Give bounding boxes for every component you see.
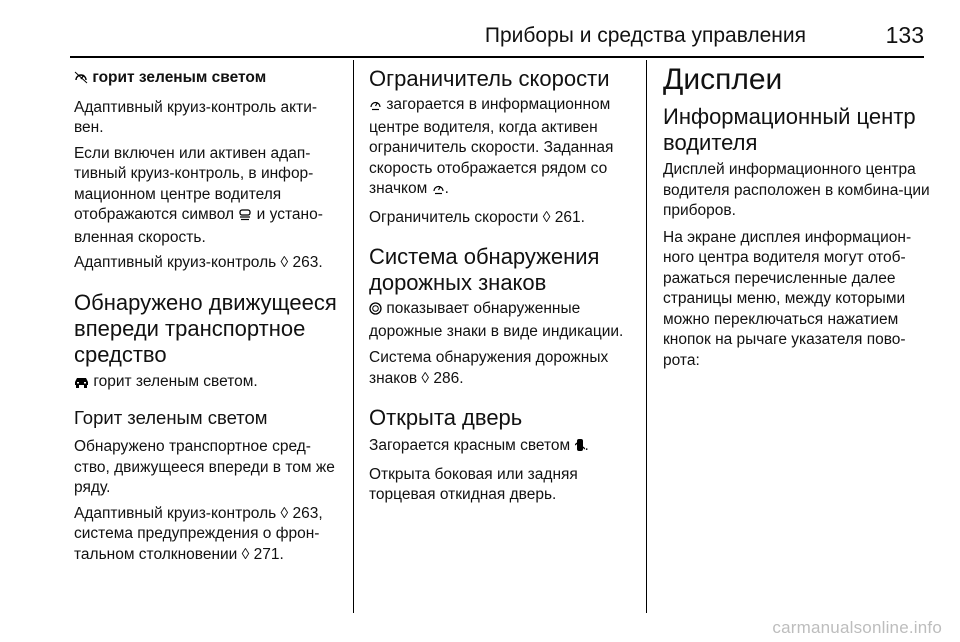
acc-lead-text: горит зеленым светом	[92, 69, 267, 86]
door-open-text	[369, 436, 637, 459]
page-ref-icon: ◊	[542, 208, 551, 226]
sign-recognition-text-a: показывает обнаруженные дорожные знаки в виде индикации.	[369, 300, 624, 340]
header-title: Приборы и средства управления	[484, 24, 806, 47]
door-open-heading: Открыта дверь	[369, 405, 523, 430]
vehicle-detected-text: Обнаружено транспортное сред-ство, движущееся впереди в том же ряду.	[74, 438, 335, 496]
acc-vehicle-symbol-icon	[238, 207, 252, 228]
door-open-desc: Открыта боковая или задняя торцевая откидная дверь.	[369, 465, 578, 503]
column-1	[74, 58, 344, 565]
speed-limiter-heading: Ограничитель скорости	[369, 66, 610, 91]
speed-limiter-text-a: загорается в информационном центре водителя, когда активен ограничитель скорости. Заданная скорость отображается рядом со значком	[369, 96, 614, 197]
watermark: carmanualsonline.info	[772, 618, 942, 637]
acc-lead	[74, 68, 344, 91]
sign-recognition-ref-page[interactable]: 286.	[433, 369, 464, 387]
page-header	[70, 14, 924, 56]
column-2	[369, 58, 637, 506]
acc-ref-page[interactable]: 263.	[292, 254, 323, 271]
door-open-text-a: Загорается красным светом	[369, 437, 571, 454]
acc-display-text-a: Если включен или активен адап-тивный круиз-контроль, в инфор-мационном центре водителя отображаются символ	[74, 144, 314, 223]
traffic-sign-icon	[369, 301, 382, 322]
dic-heading: Информационный центр водителя	[663, 104, 916, 155]
speed-limiter-text-b: .	[444, 180, 449, 197]
vehicle-ahead-icon	[74, 374, 89, 395]
acc-display-text-b: и устано-вленная скорость.	[74, 206, 323, 246]
sign-recognition-heading: Система обнаружения дорожных знаков	[369, 244, 600, 295]
acc-ref-page-2[interactable]: 263,	[292, 504, 323, 522]
acc-fcw-text-a: Адаптивный круиз-контроль	[74, 504, 277, 522]
page-number: 133	[885, 22, 924, 48]
acc-active-text: Адаптивный круиз-контроль акти-вен.	[74, 98, 318, 136]
sign-recognition-ref-text: Система обнаружения дорожных знаков	[369, 349, 609, 387]
sign-recognition-ref-line	[369, 348, 637, 389]
acc-fcw-refs	[74, 504, 344, 566]
dic-location-text: Дисплей информационного центра водителя расположен в комбина-ции приборов.	[663, 161, 930, 219]
vehicle-ahead-heading: Обнаружено движущееся впереди транспортное средство	[74, 289, 337, 367]
page-ref-icon: ◊	[421, 369, 430, 387]
acc-ref-text: Адаптивный круиз-контроль	[74, 254, 277, 271]
column-divider-1	[353, 60, 354, 613]
speed-limiter-icon	[369, 97, 382, 118]
vehicle-ahead-text: горит зеленым светом.	[93, 372, 258, 390]
green-light-heading: Горит зеленым светом	[74, 407, 268, 428]
vehicle-ahead-line	[74, 372, 344, 395]
cruise-control-icon	[74, 70, 88, 91]
column-3	[663, 58, 931, 371]
acc-ref-line	[74, 253, 344, 274]
speed-limiter-text	[369, 95, 637, 202]
fcw-ref-page[interactable]: 271.	[253, 545, 284, 563]
door-open-text-b: .	[584, 437, 589, 454]
dic-pages-text: На экране дисплея информацион-ного центра водителя могут отоб-ражаться перечисленные далее страницы меню, между которыми можно переключаться нажатием кнопок на рычаге указателя пово-рота:	[663, 228, 912, 369]
column-divider-2	[646, 60, 647, 613]
displays-heading: Дисплеи	[663, 63, 783, 96]
page-ref-icon: ◊	[280, 504, 289, 522]
speed-limiter-icon	[432, 181, 445, 202]
acc-display-text	[74, 144, 344, 249]
speed-limiter-ref-line	[369, 208, 637, 229]
speed-limiter-ref-text: Ограничитель скорости	[369, 208, 539, 226]
page-ref-icon: ◊	[280, 254, 289, 271]
speed-limiter-ref-page[interactable]: 261.	[554, 208, 585, 226]
page-ref-icon: ◊	[241, 545, 250, 563]
door-open-icon	[575, 438, 585, 459]
acc-fcw-text-b: система предупреждения о фрон-тальном столкновении	[74, 525, 320, 563]
sign-recognition-text	[369, 299, 637, 342]
